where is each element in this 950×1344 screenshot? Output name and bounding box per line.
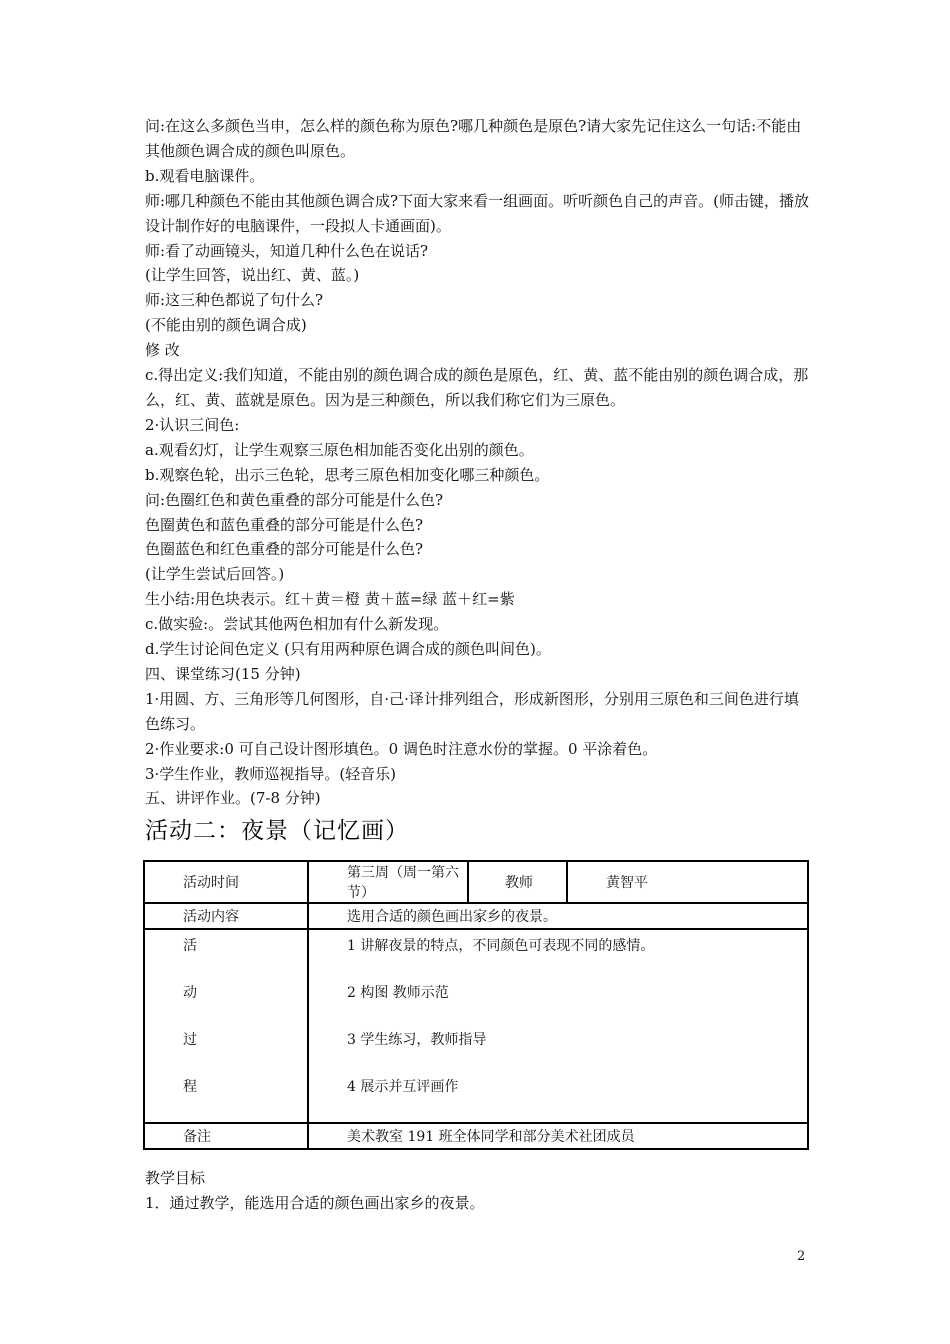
process-step: 3 学生练习，教师指导 xyxy=(347,1032,487,1048)
process-label-char: 动 xyxy=(183,985,197,1001)
time-label-cell: 活动时间 xyxy=(144,861,308,903)
process-label-cell xyxy=(144,929,308,1123)
table-row xyxy=(144,929,808,1123)
paragraph: 问:在这么多颜色当申，怎么样的颜色称为原色?哪几种颜色是原色?请大家先记住这么一句话:不能由其他颜色调合成的颜色叫原色。 xyxy=(145,117,802,160)
notes-value-cell: 美术教室 191 班全体同学和部分美术社团成员 xyxy=(308,1123,808,1149)
paragraph: a.观看幻灯，让学生观察三原色相加能否变化出别的颜色。 xyxy=(145,440,534,459)
activity-heading: 活动二：夜景（记忆画） xyxy=(145,818,409,844)
paragraph: 问:色圈红色和黄色重叠的部分可能是什么色? xyxy=(145,490,444,509)
paragraph: 师:哪几种颜色不能由其他颜色调合成?下面大家来看一组画面。听听颜色自己的声音。(师击键，播放设计制作好的电脑课件，一段拟人卡通画面)。 xyxy=(145,191,809,235)
paragraph: 3·学生作业，教师巡视指导。(轻音乐) xyxy=(145,764,397,783)
goals-title: 教学目标 xyxy=(145,1169,206,1187)
paragraph: c.做实验:。尝试其他两色相加有什么新发现。 xyxy=(145,615,449,634)
paragraph: b.观看电脑课件。 xyxy=(145,166,265,185)
paragraph: 2·作业要求:0 可自己设计图形填色。0 调色时注意水份的掌握。0 平涂着色。 xyxy=(145,739,658,758)
paragraph: (让学生尝试后回答。) xyxy=(145,565,285,584)
notes-label-cell: 备注 xyxy=(144,1123,308,1149)
teacher-value-cell: 黄智平 xyxy=(567,861,808,903)
paragraph: 五、讲评作业。(7-8 分钟) xyxy=(145,789,321,808)
paragraph: 2·认识三间色: xyxy=(145,415,240,434)
paragraph: d.学生讨论间色定义 (只有用两种原色调合成的颜色叫间色)。 xyxy=(145,640,551,659)
process-step: 4 展示并互评画作 xyxy=(347,1079,459,1095)
paragraph: 色圈黄色和蓝色重叠的部分可能是什么色? xyxy=(145,515,424,534)
paragraph: (让学生回答，说出红、黄、蓝。) xyxy=(145,266,360,285)
process-label-char: 过 xyxy=(183,1032,197,1048)
table-row xyxy=(144,861,808,903)
teacher-label-cell: 教师 xyxy=(468,861,567,903)
paragraph: 生小结:用色块表示。红＋黄＝橙 黄＋蓝=绿 蓝＋红=紫 xyxy=(145,590,515,609)
content-value-cell: 选用合适的颜色画出家乡的夜景。 xyxy=(308,903,808,929)
paragraph: 1·用圆、方、三角形等几何图形，自·己·译计排列组合，形成新图形，分别用三原色和三间色进行填色练习。 xyxy=(145,689,799,733)
table-row xyxy=(144,1123,808,1149)
paragraph: b.观察色轮，出示三色轮，思考三原色相加变化哪三种颜色。 xyxy=(145,465,550,484)
paragraph: 修 改 xyxy=(145,341,180,360)
table-row xyxy=(144,903,808,929)
process-steps-cell xyxy=(308,929,808,1123)
paragraph: (不能由别的颜色调合成) xyxy=(145,316,307,335)
time-value-cell: 第三周（周一第六节） xyxy=(308,861,468,903)
process-step: 2 构图 教师示范 xyxy=(347,985,449,1001)
lesson-body-text xyxy=(145,114,810,811)
process-label-char: 活 xyxy=(183,938,197,954)
content-label-cell: 活动内容 xyxy=(144,903,308,929)
process-label-char: 程 xyxy=(183,1079,197,1095)
process-step: 1 讲解夜景的特点，不同颜色可表现不同的感情。 xyxy=(347,938,655,954)
paragraph: 师:看了动画镜头，知道几种什么色在说话? xyxy=(145,241,429,260)
paragraph: 四、课堂练习(15 分钟) xyxy=(145,664,301,683)
teaching-goals xyxy=(145,1166,810,1216)
goals-item: 1．通过教学，能选用合适的颜色画出家乡的夜景。 xyxy=(145,1194,485,1212)
activity-info-table xyxy=(143,860,809,1150)
page-number: 2 xyxy=(797,1249,806,1264)
paragraph: 色圈蓝色和红色重叠的部分可能是什么色? xyxy=(145,540,424,559)
paragraph: 师:这三种色都说了句什么? xyxy=(145,291,324,310)
paragraph: c.得出定义:我们知道，不能由别的颜色调合成的颜色是原色，红、黄、蓝不能由别的颜色调合成，那么，红、黄、蓝就是原色。因为是三种颜色，所以我们称它们为三原色。 xyxy=(145,366,809,409)
